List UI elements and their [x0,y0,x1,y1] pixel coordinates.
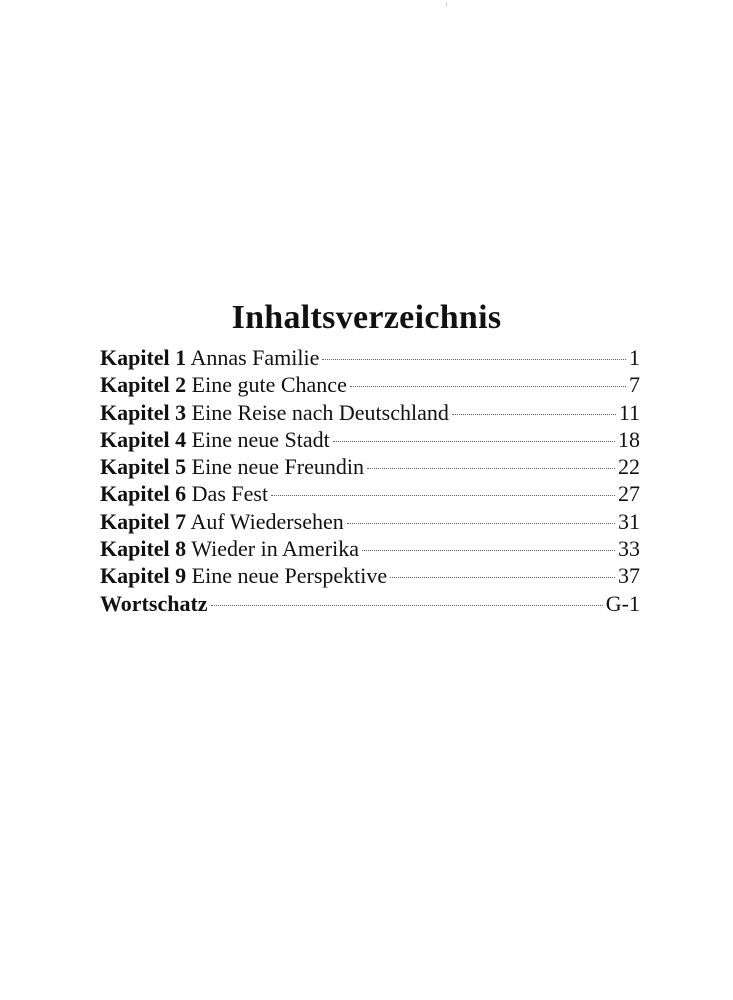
toc-entry-label [100,590,208,617]
toc-entry-1 [100,344,640,371]
toc-page-number: 1 [629,345,640,370]
toc-chapter-label: Kapitel 3 [100,399,187,425]
toc-chapter-label: Kapitel 9 [100,563,187,589]
toc-chapter-title: Annas Familie [190,345,320,370]
toc-entry-6 [100,480,640,507]
toc-page-number: 27 [618,481,640,507]
scan-speck [446,2,447,7]
toc-entry-label [100,344,319,371]
toc-chapter-title: Eine Reise nach Deutschland [191,399,449,425]
toc-page-number: 18 [618,426,640,452]
toc-chapter-label: Kapitel 4 [100,426,187,452]
toc-entry-label [100,535,359,562]
toc-entry-label [100,453,364,480]
toc-entry-label [100,480,268,507]
toc-chapter-label: Kapitel 5 [100,454,187,480]
dot-leader [350,386,626,387]
toc-chapter-label: Kapitel 6 [100,481,187,507]
table-of-contents [100,344,640,617]
toc-entry-8 [100,535,640,562]
dot-leader [211,605,603,606]
toc-chapter-title: Das Fest [191,481,269,507]
dot-leader [322,359,626,360]
toc-chapter-label: Kapitel 8 [100,536,187,562]
dot-leader [367,468,615,469]
toc-chapter-label: Kapitel 2 [100,372,187,398]
toc-entry-3 [100,399,640,426]
toc-page-number: 31 [618,508,640,534]
toc-page-number: 11 [618,399,640,425]
toc-chapter-title: Eine neue Freundin [191,454,364,480]
toc-entry-label [100,399,449,426]
dot-leader [333,441,615,442]
toc-chapter-title: Eine neue Stadt [191,426,330,452]
toc-page-number: 37 [618,563,640,589]
toc-chapter-title: Eine neue Perspektive [191,563,388,589]
toc-entry-label [100,508,344,535]
toc-entry-glossary [100,590,640,617]
toc-chapter-title: Auf Wiedersehen [190,508,344,534]
toc-entry-4 [100,426,640,453]
toc-entry-5 [100,453,640,480]
toc-chapter-label: Kapitel 1 [100,345,187,370]
dot-leader [390,577,615,578]
toc-entry-2 [100,371,640,398]
toc-entry-label [100,562,387,589]
dot-leader [271,495,615,496]
toc-chapter-label: Kapitel 7 [100,508,187,534]
page-title: Inhaltsverzeichnis [231,298,502,336]
toc-chapter-title: Wieder in Amerika [191,536,359,562]
toc-chapter-label: Wortschatz [100,590,208,616]
toc-page-number: 7 [629,372,640,398]
dot-leader [452,414,616,415]
toc-entry-label [100,426,330,453]
toc-entry-label [100,371,347,398]
toc-page-number: 33 [618,536,640,562]
dot-leader [347,523,615,524]
toc-entry-9 [100,562,640,589]
dot-leader [362,550,615,551]
toc-page-number: G-1 [605,590,640,616]
toc-page-number: 22 [618,454,640,480]
toc-chapter-title: Eine gute Chance [191,372,347,398]
toc-entry-7 [100,508,640,535]
